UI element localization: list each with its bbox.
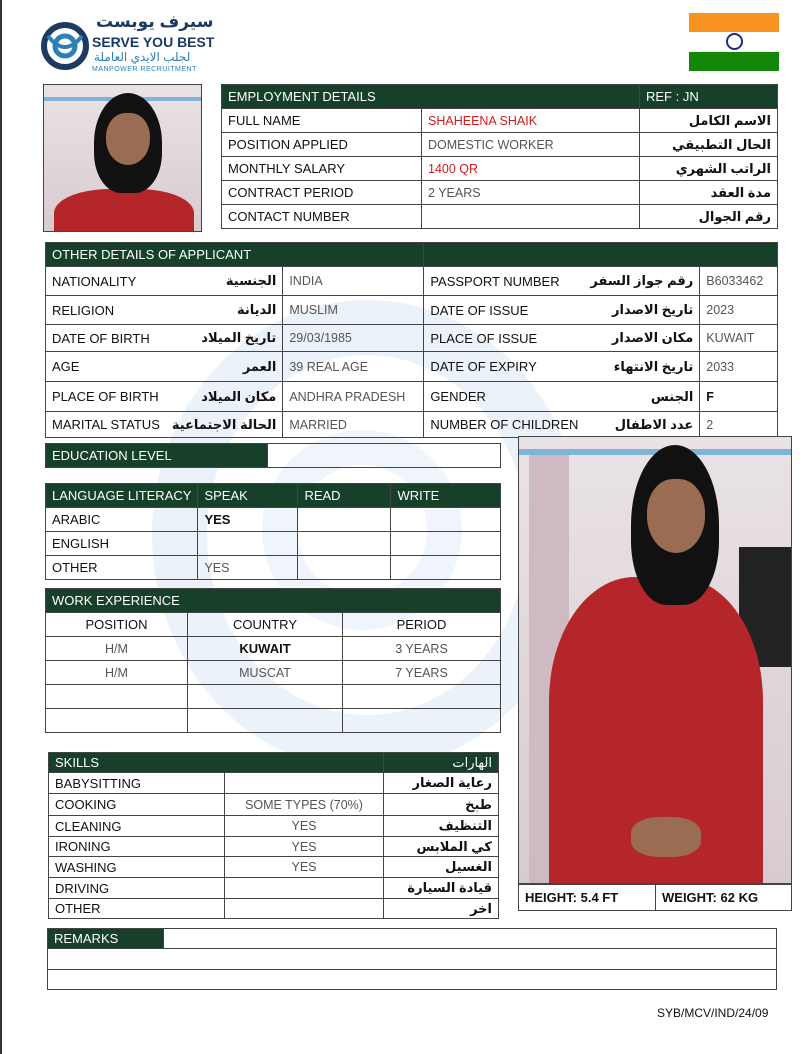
skill-name-ar: اخر	[384, 899, 499, 919]
speak-value	[198, 532, 298, 556]
measurements-table	[518, 884, 792, 911]
skill-name-ar: كي الملابس	[384, 837, 499, 857]
other-details-header: OTHER DETAILS OF APPLICANT	[46, 243, 424, 267]
work-country: MUSCAT	[188, 661, 343, 685]
remarks-line	[48, 970, 777, 990]
row-label: MONTHLY SALARY	[222, 157, 422, 181]
table-row	[222, 205, 778, 229]
table-row	[46, 412, 778, 438]
age-value: 39 REAL AGE	[283, 352, 424, 382]
applicant-photo-small	[43, 84, 202, 232]
table-row	[46, 508, 501, 532]
table-row	[49, 878, 499, 899]
table-row	[49, 816, 499, 837]
dob-value: 29/03/1985	[283, 325, 424, 352]
skill-name: CLEANING	[49, 816, 225, 837]
table-row	[46, 532, 501, 556]
row-label-ar: مكان الميلاد	[166, 382, 283, 412]
work-period	[343, 709, 501, 733]
table-row	[222, 157, 778, 181]
write-value	[391, 556, 501, 580]
row-label-ar: عدد الاطفال	[584, 412, 699, 438]
contact-value	[422, 205, 640, 229]
row-label: DATE OF EXPIRY	[424, 352, 585, 382]
row-label: DATE OF BIRTH	[46, 325, 166, 352]
contract-value: 2 YEARS	[422, 181, 640, 205]
education-label: EDUCATION LEVEL	[46, 444, 268, 468]
skill-value: YES	[225, 857, 384, 878]
row-label: PLACE OF BIRTH	[46, 382, 166, 412]
row-label: DATE OF ISSUE	[424, 296, 585, 325]
row-label-ar: الاسم الكامل	[640, 109, 778, 133]
table-row	[222, 133, 778, 157]
table-row	[46, 556, 501, 580]
employment-details-table	[221, 84, 778, 229]
row-label-ar: الراتب الشهري	[640, 157, 778, 181]
table-row	[46, 685, 501, 709]
row-label: NUMBER OF CHILDREN	[424, 412, 585, 438]
table-row	[46, 661, 501, 685]
height-value: HEIGHT: 5.4 FT	[519, 885, 656, 911]
row-label: GENDER	[424, 382, 585, 412]
company-tagline-en: MANPOWER RECRUITMENT	[92, 66, 197, 73]
weight-value: WEIGHT: 62 KG	[656, 885, 792, 911]
skill-name-ar: الغسيل	[384, 857, 499, 878]
row-label: PLACE OF ISSUE	[424, 325, 585, 352]
col-header: COUNTRY	[188, 613, 343, 637]
row-label: AGE	[46, 352, 166, 382]
row-label-ar: الحال التطبيقي	[640, 133, 778, 157]
position-value: DOMESTIC WORKER	[422, 133, 640, 157]
full-name-value: SHAHEENA SHAIK	[422, 109, 640, 133]
skill-value: SOME TYPES (70%)	[225, 794, 384, 816]
table-row	[46, 267, 778, 296]
nationality-value: INDIA	[283, 267, 424, 296]
row-label-ar: الحالة الاجتماعية	[166, 412, 283, 438]
table-row	[49, 773, 499, 794]
issue-place-value: KUWAIT	[700, 325, 778, 352]
language-name: OTHER	[46, 556, 198, 580]
education-table	[45, 443, 501, 468]
skill-name: IRONING	[49, 837, 225, 857]
skill-name-ar: رعاية الصغار	[384, 773, 499, 794]
work-period: 7 YEARS	[343, 661, 501, 685]
table-row	[222, 109, 778, 133]
skill-value: YES	[225, 837, 384, 857]
row-label-ar: رقم الجوال	[640, 205, 778, 229]
table-row	[46, 325, 778, 352]
row-label-ar: تاريخ الاصدار	[584, 296, 699, 325]
work-period: 3 YEARS	[343, 637, 501, 661]
work-country	[188, 685, 343, 709]
issue-date-value: 2023	[700, 296, 778, 325]
remarks-label: REMARKS	[48, 929, 164, 949]
remarks-header-spacer	[164, 929, 777, 949]
marital-value: MARRIED	[283, 412, 424, 438]
skill-value	[225, 878, 384, 899]
table-row	[46, 296, 778, 325]
language-name: ENGLISH	[46, 532, 198, 556]
table-row	[46, 352, 778, 382]
row-label-ar: تاريخ الميلاد	[166, 325, 283, 352]
birth-place-value: ANDHRA PRADESH	[283, 382, 424, 412]
skill-value	[225, 899, 384, 919]
col-header: POSITION	[46, 613, 188, 637]
table-row	[49, 794, 499, 816]
read-value	[298, 532, 391, 556]
table-row	[49, 837, 499, 857]
row-label: MARITAL STATUS	[46, 412, 166, 438]
salary-value: 1400 QR	[422, 157, 640, 181]
work-position	[46, 685, 188, 709]
skill-name-ar: طبخ	[384, 794, 499, 816]
col-header: WRITE	[391, 484, 501, 508]
col-header: READ	[298, 484, 391, 508]
remarks-table	[47, 928, 777, 990]
footer-code: SYB/MCV/IND/24/09	[657, 1006, 769, 1020]
col-header: LANGUAGE LITERACY	[46, 484, 198, 508]
read-value	[298, 556, 391, 580]
write-value	[391, 508, 501, 532]
read-value	[298, 508, 391, 532]
row-label: PASSPORT NUMBER	[424, 267, 585, 296]
row-label-ar: العمر	[166, 352, 283, 382]
table-row	[222, 181, 778, 205]
table-row	[46, 637, 501, 661]
skill-value: YES	[225, 816, 384, 837]
write-value	[391, 532, 501, 556]
skill-name-ar: التنظيف	[384, 816, 499, 837]
skill-name: DRIVING	[49, 878, 225, 899]
row-label-ar: الديانة	[166, 296, 283, 325]
language-table	[45, 483, 501, 580]
applicant-photo-large	[518, 436, 792, 884]
row-label-ar: رقم جواز السفر	[584, 267, 699, 296]
religion-value: MUSLIM	[283, 296, 424, 325]
row-label: POSITION APPLIED	[222, 133, 422, 157]
skill-name: WASHING	[49, 857, 225, 878]
skill-name: OTHER	[49, 899, 225, 919]
language-name: ARABIC	[46, 508, 198, 532]
work-header: WORK EXPERIENCE	[46, 589, 501, 613]
skill-value	[225, 773, 384, 794]
skills-table	[48, 752, 499, 919]
speak-value: YES	[198, 508, 298, 532]
table-row	[49, 899, 499, 919]
education-value	[268, 444, 501, 468]
remarks-line	[48, 949, 777, 970]
india-flag-icon	[689, 13, 779, 71]
col-header: PERIOD	[343, 613, 501, 637]
company-tagline-ar: لجلب الايدي العاملة	[94, 50, 191, 64]
employment-header: EMPLOYMENT DETAILS	[222, 85, 640, 109]
header-spacer	[424, 243, 778, 267]
row-label-ar: مكان الاصدار	[584, 325, 699, 352]
table-row	[46, 709, 501, 733]
skill-name-ar: قيادة السيارة	[384, 878, 499, 899]
work-experience-table	[45, 588, 501, 733]
work-position: H/M	[46, 661, 188, 685]
table-row	[46, 382, 778, 412]
skills-header: SKILLS	[49, 753, 384, 773]
skills-header-ar: الهارات	[384, 753, 499, 773]
work-position	[46, 709, 188, 733]
company-name-ar: سيرف يوبست	[96, 12, 214, 31]
children-value: 2	[700, 412, 778, 438]
table-row	[49, 857, 499, 878]
work-country: KUWAIT	[188, 637, 343, 661]
row-label: CONTRACT PERIOD	[222, 181, 422, 205]
other-details-table	[45, 242, 778, 438]
row-label: CONTACT NUMBER	[222, 205, 422, 229]
skill-name: COOKING	[49, 794, 225, 816]
row-label-ar: الجنسية	[166, 267, 283, 296]
work-position: H/M	[46, 637, 188, 661]
row-label-ar: الجنس	[584, 382, 699, 412]
col-header: SPEAK	[198, 484, 298, 508]
row-label: FULL NAME	[222, 109, 422, 133]
row-label: NATIONALITY	[46, 267, 166, 296]
expiry-value: 2033	[700, 352, 778, 382]
row-label-ar: مدة العقد	[640, 181, 778, 205]
passport-value: B6033462	[700, 267, 778, 296]
skill-name: BABYSITTING	[49, 773, 225, 794]
gender-value: F	[700, 382, 778, 412]
row-label: RELIGION	[46, 296, 166, 325]
work-country	[188, 709, 343, 733]
company-name-en: SERVE YOU BEST	[92, 34, 215, 50]
company-logo-icon	[40, 18, 90, 74]
work-period	[343, 685, 501, 709]
speak-value: YES	[198, 556, 298, 580]
ref-code: REF : JN	[640, 85, 778, 109]
row-label-ar: تاريخ الانتهاء	[584, 352, 699, 382]
